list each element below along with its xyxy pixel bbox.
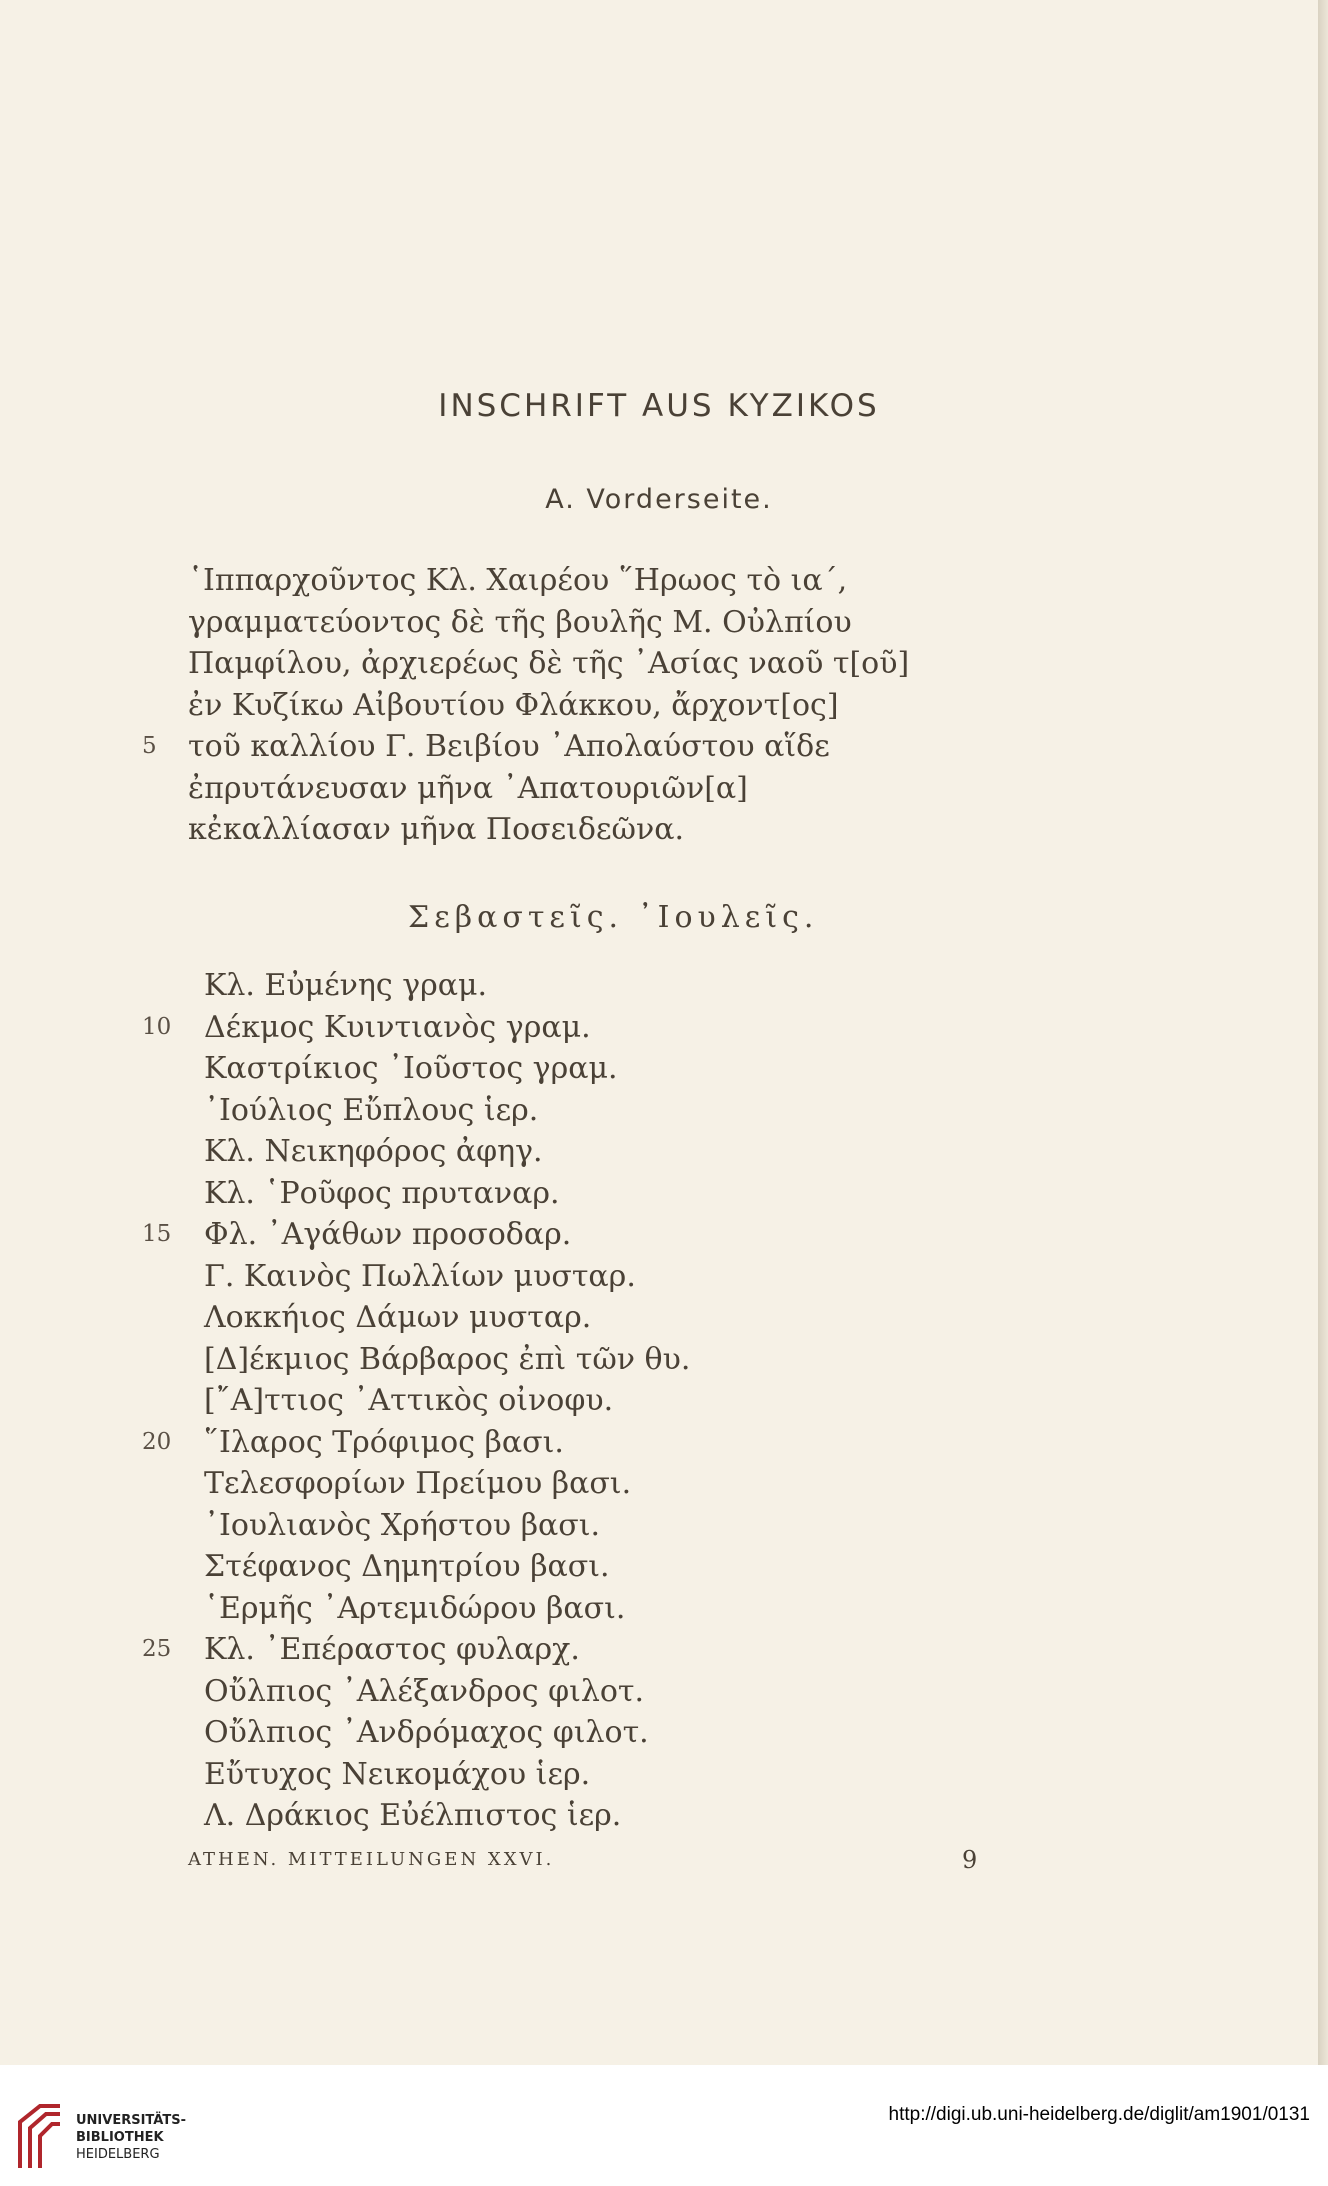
name-line-text: Στέφανος Δημητρίου βασι. bbox=[204, 1549, 610, 1584]
line-number: 25 bbox=[142, 1636, 172, 1662]
name-line bbox=[142, 1007, 1004, 1049]
list-heading: Σεβαστεῖς. ᾿Ιουλεῖς. bbox=[408, 900, 819, 935]
name-line bbox=[204, 1380, 1004, 1422]
decree-line-text: ῾Ιππαρχοῦντος Κλ. Χαιρέου ῞Ηρωος τὸ ια´, bbox=[188, 563, 848, 598]
decree-line bbox=[188, 768, 988, 810]
name-line bbox=[204, 1297, 1004, 1339]
decree-text bbox=[142, 560, 988, 851]
name-line bbox=[204, 1131, 1004, 1173]
name-line bbox=[204, 1546, 1004, 1588]
line-number: 5 bbox=[142, 733, 157, 759]
name-line-text: Εὔτυχος Νεικομάχου ἱερ. bbox=[204, 1756, 591, 1792]
decree-line-text: κἐκαλλίασαν μῆνα Ποσειδεῶνα. bbox=[188, 812, 685, 847]
name-line bbox=[204, 1339, 1004, 1381]
decree-line bbox=[188, 685, 988, 727]
page-title: INSCHRIFT AUS KYZIKOS bbox=[438, 388, 880, 424]
library-emblem-icon bbox=[14, 2098, 66, 2174]
name-line-text: Οὔλπιος ᾿Αλέξανδρος φιλοτ. bbox=[204, 1673, 645, 1709]
name-line bbox=[204, 1048, 1004, 1090]
library-name-line3: HEIDELBERG bbox=[76, 2147, 160, 2162]
decree-line bbox=[188, 560, 988, 602]
name-line-text: Γ. Καινὸς Πωλλίων μυσταρ. bbox=[204, 1258, 636, 1294]
name-line bbox=[204, 1671, 1004, 1713]
name-line bbox=[204, 965, 1004, 1007]
library-name bbox=[76, 2112, 186, 2163]
decree-line bbox=[188, 643, 988, 685]
decree-line bbox=[142, 726, 988, 768]
name-line-text: ᾿Ιούλιος Εὔπλους ἱερ. bbox=[204, 1092, 539, 1128]
decree-line-text: ἐπρυτάνευσαν μῆνα ᾿Απατουριῶν[α] bbox=[188, 770, 748, 806]
name-line-text: Κλ. ᾿Επέραστος φυλαρχ. bbox=[204, 1632, 580, 1667]
decree-line-text: γραμματεύοντος δὲ τῆς βουλῆς Μ. Οὐλπίου bbox=[188, 604, 852, 640]
sheet-signature: 9 bbox=[962, 1846, 978, 1874]
name-line-text: [῎Α]ττιος ᾿Αττικὸς οἰνοφυ. bbox=[204, 1383, 614, 1418]
section-subtitle: A. Vorderseite. bbox=[545, 484, 773, 515]
name-line-text: ᾿Ιουλιανὸς Χρήστου βασι. bbox=[204, 1507, 601, 1543]
name-line-text: ῾Ερμῆς ᾿Αρτεμιδώρου βασι. bbox=[204, 1590, 626, 1626]
line-number: 20 bbox=[142, 1428, 172, 1455]
name-line-text: Καστρίκιος ᾿Ιοῦστος γραμ. bbox=[204, 1051, 618, 1086]
decree-line-text: τοῦ καλλίου Γ. Βειβίου ᾿Απολαύστου αἵδε bbox=[188, 729, 830, 764]
name-line bbox=[204, 1588, 1004, 1630]
decree-line-text: Παμφίλου, ἀρχιερέως δὲ τῆς ᾿Ασίας ναοῦ τ[οῦ] bbox=[188, 646, 910, 681]
name-line bbox=[204, 1463, 1004, 1505]
name-line bbox=[204, 1090, 1004, 1132]
name-line bbox=[204, 1754, 1004, 1796]
source-url-link[interactable]: http://digi.ub.uni-heidelberg.de/diglit/am1901/0131 bbox=[888, 2104, 1310, 2125]
name-line bbox=[204, 1173, 1004, 1215]
name-line-text: Κλ. Εὐμένης γραμ. bbox=[204, 968, 488, 1003]
names-list bbox=[142, 965, 1004, 1837]
decree-line bbox=[188, 602, 988, 644]
line-number: 10 bbox=[142, 1013, 172, 1040]
name-line-text: [Δ]έκμιος Βάρβαρος ἐπὶ τῶν θυ. bbox=[204, 1341, 691, 1377]
name-line-text: Κλ. Νεικηφόρος ἀφηγ. bbox=[204, 1134, 543, 1169]
name-line-text: Φλ. ᾿Αγάθων προσοδαρ. bbox=[204, 1217, 572, 1252]
journal-signature-line: ATHEN. MITTEILUNGEN XXVI. bbox=[188, 1849, 555, 1870]
name-line-text: Δέκμος Κυιντιανὸς γραμ. bbox=[204, 1009, 591, 1045]
page-edge bbox=[1318, 0, 1328, 2065]
name-line bbox=[204, 1795, 1004, 1837]
name-line bbox=[204, 1505, 1004, 1547]
name-line bbox=[142, 1214, 1004, 1256]
name-line-text: ῞Ιλαρος Τρόφιμος βασι. bbox=[204, 1424, 564, 1460]
name-line-text: Κλ. ῾Ροῦφος πρυταναρ. bbox=[204, 1175, 560, 1211]
library-name-line1: UNIVERSITÄTS- bbox=[76, 2113, 186, 2128]
decree-line bbox=[188, 809, 988, 851]
name-line-text: Λοκκήιος Δάμων μυσταρ. bbox=[204, 1300, 592, 1335]
name-line-text: Λ. Δράκιος Εὐέλπιστος ἱερ. bbox=[204, 1798, 622, 1833]
decree-line-text: ἐν Κυζίκω Αἰβουτίου Φλάκκου, ἄρχοντ[ος] bbox=[188, 687, 839, 723]
name-line bbox=[204, 1256, 1004, 1298]
name-line-text: Τελεσφορίων Πρείμου βασι. bbox=[204, 1466, 632, 1501]
name-line-text: Οὔλπιος ᾿Ανδρόμαχος φιλοτ. bbox=[204, 1715, 649, 1750]
library-name-line2: BIBLIOTHEK bbox=[76, 2130, 164, 2145]
name-line bbox=[142, 1629, 1004, 1671]
line-number: 15 bbox=[142, 1221, 172, 1247]
name-line bbox=[204, 1712, 1004, 1754]
name-line bbox=[142, 1422, 1004, 1464]
